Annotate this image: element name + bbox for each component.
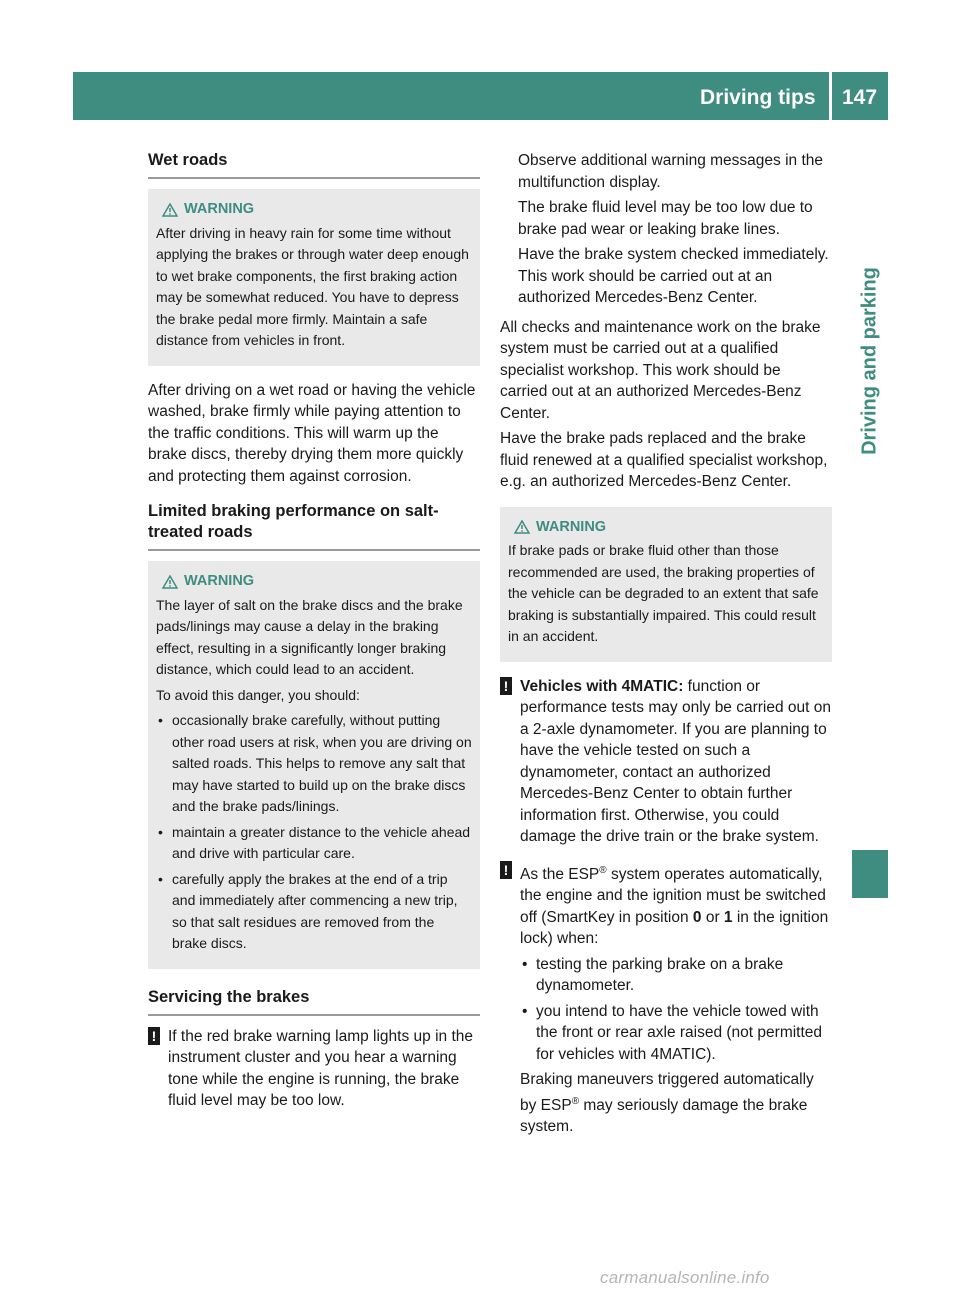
esp-final-b: may seriously damage the brake system. [520,1096,808,1136]
left-column [148,150,480,1124]
warning-intro: To avoid this danger, you should: [156,686,360,703]
warning-triangle-icon [514,520,530,534]
key-position-0: 0 [692,908,702,926]
note-text-c: in the ignition lock) when: [520,908,829,948]
note-or: or [701,908,724,926]
warning-box-brake-fluid [500,507,832,662]
header-divider [829,72,832,120]
warning-label: WARNING [536,518,607,535]
list-item: • occasionally brake carefully, without putting other road users at risk, when you are driving on salted roads. This helps to remove any salt that may have started to build up on the brake discs and the brake pads/linings. [156,710,472,818]
warning-text: The layer of salt on the brake discs and the brake pads/linings may cause a delay in the braking effect, resulting in a significantly longer braking distance, which could lead to an accident. [156,596,463,677]
watermark[interactable]: carmanualsonline.info [600,1268,770,1287]
notice-icon: ! [500,861,512,879]
notice-icon: ! [148,1027,160,1045]
note-text: If the red brake warning lamp lights up in the instrument cluster and you hear a warning tone while the engine is running, the brake fluid level may be too low. [168,1027,474,1109]
side-tab-label: Driving and parking [858,267,881,455]
salt-bullets [156,710,472,955]
continued-text-3: Have the brake system checked immediately. This work should be carried out at an authorized Mercedes-Benz Center. [518,246,829,306]
esp-final [500,1069,832,1138]
warning-text: If brake pads or brake fluid other than those recommended are used, the braking properties of the vehicle can be degraded to an extent that safe braking is substantially impaired. This could result in an accident. [508,542,819,644]
warning-box-salt-roads [148,561,480,969]
warning-text: After driving in heavy rain for some time without applying the brakes or through water deep enough to wet brake components, the first braking action may be somewhat reduced. You have to depress the brake pedal more firmly. Maintain a safe distance from vehicles in front. [156,224,469,348]
section-title: Driving tips [700,86,816,109]
list-item: • testing the parking brake on a brake dynamometer. [520,954,832,997]
right-column [500,150,832,1146]
key-position-1: 1 [723,908,733,926]
warning-header [162,571,472,593]
heading-wet-roads: Wet roads [148,150,480,179]
warning-label: WARNING [184,573,255,589]
registered-mark: ® [599,864,607,876]
paragraph-pads: Have the brake pads replaced and the brake fluid renewed at a qualified specialist workshop, e.g. an authorized Mercedes-Benz Center. [500,430,828,490]
continued-text-1: Observe additional warning messages in the multifunction display. [518,152,824,191]
list-item: • you intend to have the vehicle towed with the front or rear axle raised (not permitted for vehicles with 4MATIC). [520,1001,832,1066]
note-4matic [500,676,832,848]
warning-triangle-icon [162,575,178,589]
note-text: function or performance tests may only be carried out on a 2-axle dynamometer. If you are planning to have the vehicle tested on such a dynamometer, contact an authorized Mercedes-Benz Center to obtain further information first. Otherwise, you could damage the drive train or the brake system. [520,677,832,845]
notice-icon: ! [500,677,512,695]
side-tab [852,236,888,486]
list-item: • carefully apply the brakes at the end of a trip and immediately after commencing a new trip, so that salt residues are removed from the brake discs. [156,869,472,955]
side-block [852,850,888,898]
page-number: 147 [842,86,878,109]
heading-salt-roads: Limited braking performance on salt-treated roads [148,501,480,551]
note-text-a: As the ESP [520,865,600,883]
note-bold: Vehicles with 4MATIC: [520,677,684,695]
paragraph-checks: All checks and maintenance work on the brake system must be carried out at a qualified specialist workshop. This work should be carried out at an authorized Mercedes-Benz Center. [500,318,821,422]
note-text-b: system operates automatically, the engine and the ignition must be switched off (SmartKey in position [520,865,826,926]
esp-final-a: Braking maneuvers triggered automatically by ESP [520,1071,814,1114]
warning-header [514,517,824,539]
list-item: • maintain a greater distance to the vehicle ahead and drive with particular care. [156,822,472,865]
warning-box-wet-roads [148,189,480,366]
note-esp [500,860,832,950]
warning-header [162,199,472,221]
warning-label: WARNING [184,201,255,217]
esp-bullets [520,954,832,1066]
registered-mark: ® [571,1095,580,1107]
note-servicing [148,1026,480,1112]
heading-servicing: Servicing the brakes [148,987,480,1016]
continued-text-2: The brake fluid level may be too low due to brake pad wear or leaking brake lines. [518,199,813,238]
wet-roads-body: After driving on a wet road or having the vehicle washed, brake firmly while paying attention to the traffic conditions. This will warm up the brake discs, thereby drying them more quickly and protecting them against corrosion. [148,381,476,485]
warning-triangle-icon [162,203,178,217]
